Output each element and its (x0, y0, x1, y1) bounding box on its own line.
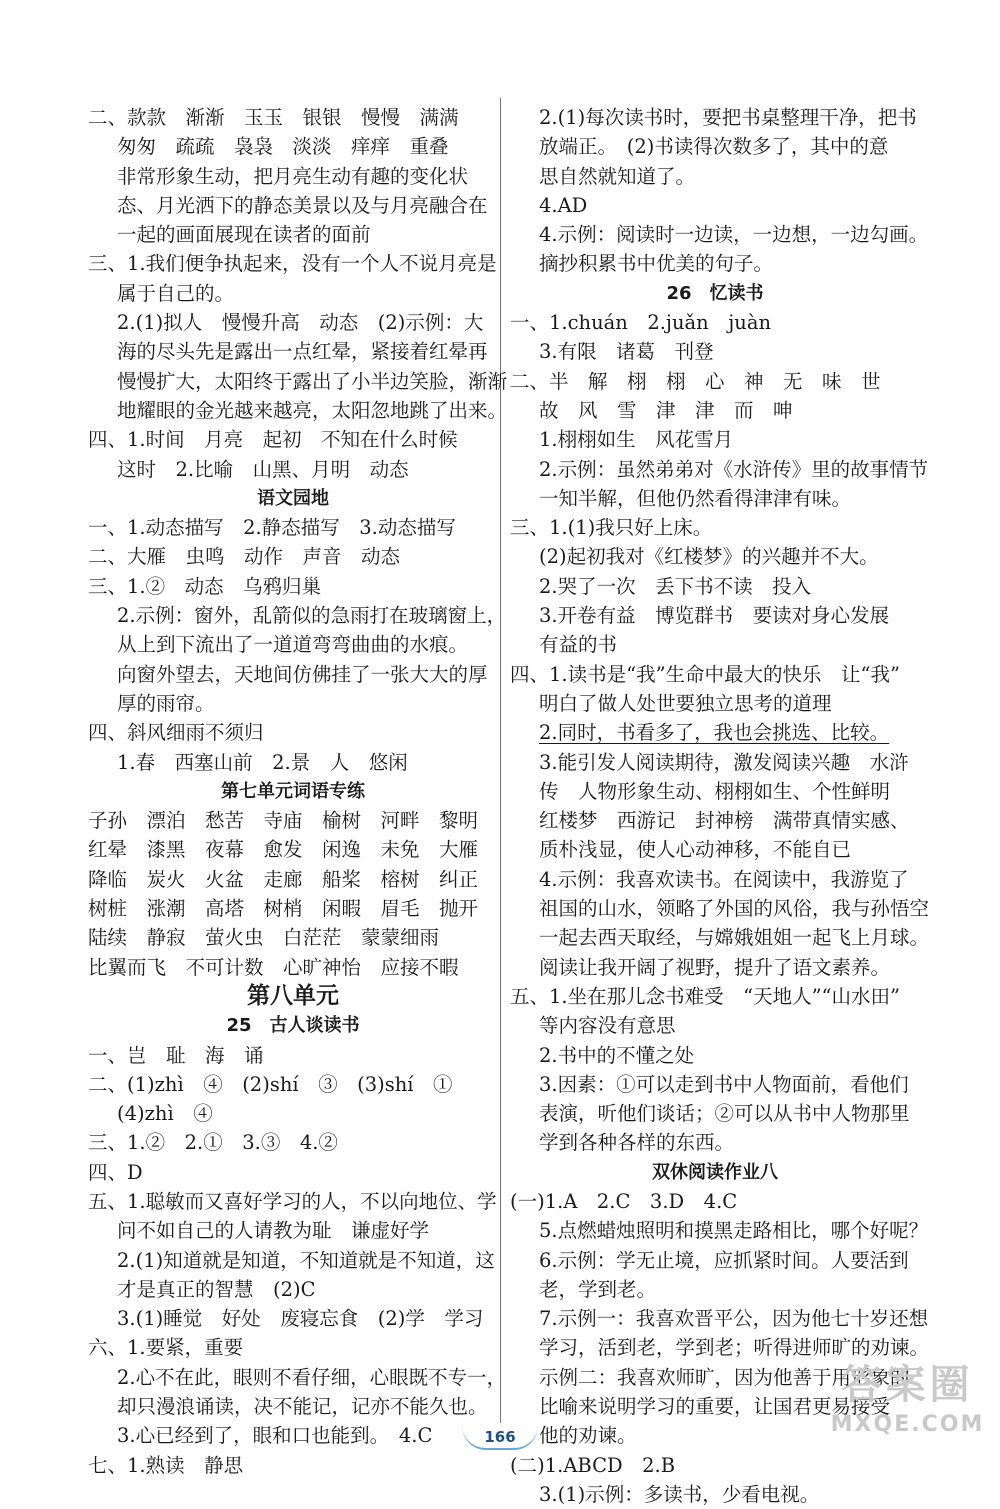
answer-line: 二、大雁 虫鸣 动作 声音 动态 (88, 545, 401, 569)
answer-line: 故 风 雪 津 津 而 呻 (539, 398, 793, 422)
answer-line: 一、岂 耻 海 诵 (88, 1043, 264, 1067)
answer-line: 四、D (88, 1160, 143, 1184)
answer-line: 向窗外望去，天地间仿佛挂了一张大大的厚 (117, 662, 488, 686)
answer-line: 示例二：我喜欢师旷，因为他善于用形象的 (539, 1365, 910, 1389)
answer-line: (二)1.ABCD 2.B (510, 1453, 676, 1477)
answer-line: 1.栩栩如生 风花雪月 (539, 428, 734, 452)
answer-line: 3.(1)睡觉 好处 废寝忘食 (2)学 学习 (117, 1307, 484, 1331)
answer-line: 他的劝谏。 (539, 1424, 637, 1448)
answer-line: 属于自己的。 (117, 281, 235, 305)
answer-line: 树桩 涨潮 高塔 树梢 闲暇 眉毛 抛开 (88, 897, 479, 921)
answer-line: 一、1.chuán 2.juǎn juàn (510, 311, 772, 335)
answer-line: 三、1.② 动态 乌鸦归巢 (88, 574, 322, 598)
answer-line: 2.示例：虽然弟弟对《水浒传》里的故事情节 (539, 457, 929, 481)
answer-line: 摘抄积累书中优美的句子。 (539, 252, 774, 276)
section-heading: 第八单元 (247, 982, 339, 1009)
answer-line: 比翼而飞 不可计数 心旷神怡 应接不暇 (88, 955, 459, 979)
answer-line: 2.哭了一次 丢下书不读 投入 (539, 574, 812, 598)
answer-line: 厚的雨帘。 (117, 691, 215, 715)
answer-line: 2.同时，书看多了，我也会挑选、比较。 (539, 721, 890, 745)
answer-line: 祖国的山水，领略了外国的风俗，我与孙悟空 (539, 897, 930, 921)
answer-line: 匆匆 疏疏 袅袅 淡淡 痒痒 重叠 (117, 135, 449, 159)
answer-line: 非常形象生动，把月亮生动有趣的变化状 (117, 164, 469, 188)
answer-line: 比喻来说明学习的重要，让国君更易接受 (539, 1395, 891, 1419)
answer-line: 4.示例：阅读时一边读，一边想，一边勾画。 (539, 223, 929, 247)
answer-line: 态、月光洒下的静态美景以及与月亮融合在 (117, 193, 488, 217)
answer-line: 问不如自己的人请教为耻 谦虚好学 (117, 1219, 430, 1243)
answer-line: 传 人物形象生动、栩栩如生、个性鲜明 (539, 779, 891, 803)
answer-line: 降临 炭火 火盆 走廊 船桨 榕树 纠正 (88, 867, 479, 891)
answer-line: 二、(1)zhì ④ (2)shí ③ (3)shí ① (88, 1072, 453, 1096)
answer-line: 三、1.我们便争执起来，没有一个人不说月亮是 (88, 252, 497, 276)
answer-line: (2)起初我对《红楼梦》的兴趣并不大。 (539, 545, 879, 569)
answer-line: 有益的书 (539, 633, 618, 657)
answer-line: 3.能引发人阅读期待，激发阅读兴趣 水浒 (539, 750, 909, 774)
answer-line: 海的尽头先是露出一点红晕，紧接着红晕再 (117, 340, 488, 364)
column-divider (500, 98, 501, 1423)
answer-line: 2.(1)知道就是知道，不知道就是不知道，这 (117, 1248, 495, 1272)
answer-line: 才是真正的智慧 (2)C (117, 1277, 316, 1301)
answer-line: 2.心不在此，眼则不看仔细，心眼既不专一， (117, 1365, 507, 1389)
answer-line: 三、1.② 2.① 3.③ 4.② (88, 1131, 338, 1155)
answer-line: (4)zhì ④ (117, 1102, 213, 1126)
answer-line: 五、1.聪敏而又喜好学习的人，不以向地位、学 (88, 1189, 497, 1213)
answer-line: 学习，活到老，学到老；听得进师旷的劝谏。 (539, 1336, 930, 1360)
answer-line: 二、半 解 栩 栩 心 神 无 味 世 (510, 369, 881, 393)
section-heading: 25 古人谈读书 (226, 1015, 360, 1037)
answer-line: 4.AD (539, 193, 588, 217)
section-heading: 双休阅读作业八 (652, 1161, 778, 1183)
answer-line: 2.书中的不懂之处 (539, 1043, 695, 1067)
section-heading: 第七单元词语专练 (221, 780, 365, 802)
answer-line: 地耀眼的金光越来越亮，太阳忽地跳了出来。 (117, 398, 508, 422)
answer-line: 3.因素：①可以走到书中人物面前，看他们 (539, 1072, 909, 1096)
watermark-logo (820, 1360, 995, 1448)
answer-line: 陆续 静寂 萤火虫 白茫茫 蒙蒙细雨 (88, 926, 440, 950)
answer-line: 学到各种各样的东西。 (539, 1131, 735, 1155)
answer-line: 三、1.(1)我只好上床。 (510, 516, 713, 540)
answer-line: 3.(1)示例：多读书，少看电视。 (539, 1482, 820, 1506)
answer-line: 这时 2.比喻 山黑、月明 动态 (117, 457, 409, 481)
page-number: 166 (484, 1428, 516, 1446)
answer-line: 5.点燃蜡烛照明和摸黑走路相比，哪个好呢？ (539, 1219, 929, 1243)
section-heading: 语文园地 (257, 487, 329, 509)
answer-line: 二、款款 渐渐 玉玉 银银 慢慢 满满 (88, 106, 459, 129)
answer-line: 阅读让我开阔了视野，提升了语文素养。 (539, 955, 891, 979)
answer-line: 3.有限 诸葛 刊登 (539, 340, 714, 364)
answer-line: 老，学到老。 (539, 1277, 657, 1301)
answer-line: 四、1.读书是“我”生命中最大的快乐 让“我” (510, 662, 900, 686)
answer-line: 6.示例：学无止境，应抓紧时间。人要活到 (539, 1248, 909, 1272)
right-column (510, 103, 930, 1509)
answer-line: 放端正。 (2)书读得次数多了，其中的意 (539, 135, 889, 159)
answer-line: 五、1.坐在那儿念书难受 “天地人”“山水田” (510, 984, 900, 1008)
answer-line: 慢慢扩大，太阳终于露出了小半边笑脸，渐渐 (117, 369, 508, 393)
answer-line: 4.示例：我喜欢读书。在阅读中，我游览了 (539, 867, 909, 891)
answer-line: 3.开卷有益 博览群书 要读对身心发展 (539, 604, 890, 628)
answer-line: 一、1.动态描写 2.静态描写 3.动态描写 (88, 516, 456, 540)
answer-line: 质朴浅显，使人心动神移，不能自已 (539, 838, 852, 862)
answer-line: 3.心已经到了，眼和口也能到。 4.C (117, 1424, 433, 1448)
answer-line: 明白了做人处世要独立思考的道理 (539, 691, 832, 715)
answer-line: 一知半解，但他仍然看得津津有味。 (539, 486, 852, 510)
answer-line: 1.春 西塞山前 2.景 人 悠闲 (117, 750, 408, 774)
answer-line: 7.示例一：我喜欢晋平公，因为他七十岁还想 (539, 1307, 929, 1331)
answer-line: 却只漫浪诵读，决不能记，记亦不能久也。 (117, 1395, 488, 1419)
section-heading: 26 忆读书 (666, 282, 764, 304)
answer-line: 2.(1)拟人 慢慢升高 动态 (2)示例：大 (117, 311, 484, 335)
answer-line: 四、1.时间 月亮 起初 不知在什么时候 (88, 428, 458, 452)
answer-line: 红晕 漆黑 夜幕 愈发 闲逸 未免 大雁 (88, 838, 479, 862)
answer-line: 2.(1)每次读书时，要把书桌整理干净，把书 (539, 106, 917, 129)
answer-line: 一起的画面展现在读者的面前 (117, 223, 371, 247)
answer-line: 四、斜风细雨不须归 (88, 721, 264, 745)
answer-line: 表演，听他们谈话；②可以从书中人物那里 (539, 1102, 910, 1126)
answer-line: 一起去西天取经，与嫦娥姐姐一起飞上月球。 (539, 926, 930, 950)
answer-line: 红楼梦 西游记 封神榜 满带真情实感、 (539, 809, 910, 833)
answer-line: 思自然就知道了。 (539, 164, 696, 188)
answer-line: 等内容没有意思 (539, 1014, 676, 1038)
answer-line: (一)1.A 2.C 3.D 4.C (510, 1189, 738, 1213)
answer-line: 从上到下流出了一道道弯弯曲曲的水痕。 (117, 633, 469, 657)
answer-line: 2.示例：窗外，乱箭似的急雨打在玻璃窗上， (117, 604, 507, 628)
answer-line: 六、1.要紧，重要 (88, 1336, 244, 1360)
answer-line: 子孙 漂泊 愁苦 寺庙 榆树 河畔 黎明 (88, 809, 479, 833)
answer-line: 七、1.熟读 静思 (88, 1453, 244, 1477)
watermark-text: 答案圈 (841, 1362, 974, 1408)
watermark-url: MXQE.COM (830, 1412, 985, 1437)
